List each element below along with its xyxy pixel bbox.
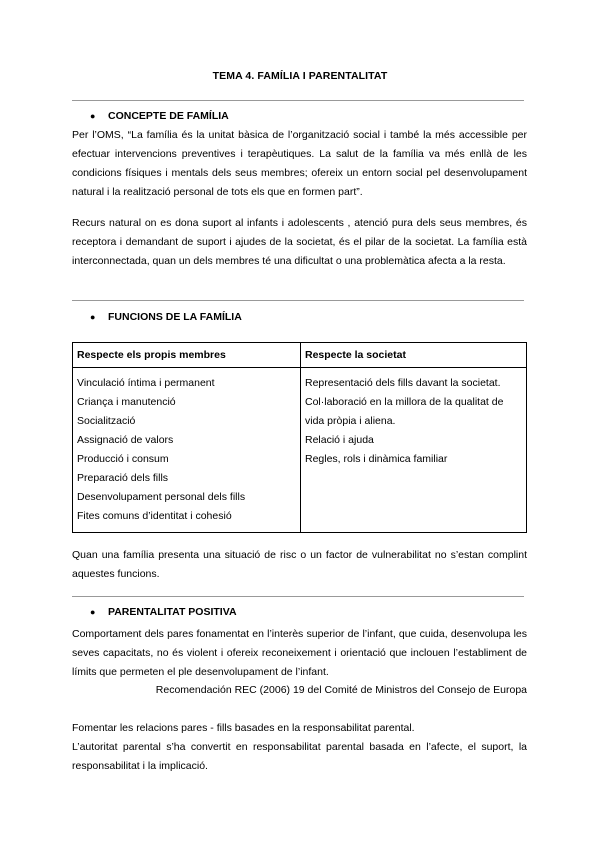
table-header-members: Respecte els propis membres	[73, 343, 301, 368]
table-header-society: Respecte la societat	[301, 343, 527, 368]
list-item: Relació i ajuda	[305, 434, 374, 446]
section-heading-funcions	[90, 311, 242, 323]
paragraph-fomentar: Fomentar les relacions pares - fills basades en la responsabilitat parental.	[72, 722, 415, 734]
paragraph-autoritat: L’autoritat parental s’ha convertit en responsabilitat parental basada en l’afecte, el suport, la responsabilitat i la implicació.	[72, 741, 527, 772]
divider	[72, 596, 524, 597]
functions-table	[72, 342, 527, 533]
section-heading-label: FUNCIONS DE LA FAMÍLIA	[108, 311, 242, 323]
list-item: Criança i manutenció	[77, 396, 176, 408]
section-heading-label: CONCEPTE DE FAMÍLIA	[108, 110, 229, 122]
list-item: Desenvolupament personal dels fills	[77, 491, 246, 503]
section-heading-label: PARENTALITAT POSITIVA	[108, 606, 237, 618]
table-cell-society	[301, 368, 527, 533]
list-item: Producció i consum	[77, 453, 169, 465]
section-heading-concepte	[90, 110, 229, 122]
section-heading-parentalitat	[90, 606, 237, 618]
citation: Recomendación REC (2006) 19 del Comité de Ministros del Consejo de Europa	[155, 684, 527, 696]
divider	[72, 300, 524, 301]
list-item: Vinculació íntima i permanent	[77, 377, 215, 389]
paragraph-oms-definition: Per l’OMS, “La família és la unitat bàsica de l’organització social i també la més accessible per efectuar intervencions preventives i terapèutiques. La salut de la família va més enllà de les condicions físiques i mentals dels seus membres; ofereix un entorn social pel desenvolupament natural i la realització personal de tots els que en formen part”.	[72, 129, 527, 198]
paragraph-recurs-natural: Recurs natural on es dona suport al infants i adolescents , atenció pura dels seus membres, és receptora i demandant de suport i ajudes de la societat, és el pilar de la societat. La família està interconnectada, quan un dels membres té una dificultat o una problemàtica afecta a la resta.	[72, 217, 527, 267]
list-item: Col·laboració en la millora de la qualitat de	[305, 396, 504, 408]
list-item: Socialització	[77, 415, 136, 427]
paragraph-risk: Quan una família presenta una situació de risc o un factor de vulnerabilitat no s’estan complint aquestes funcions.	[72, 549, 527, 580]
list-item: Preparació dels fills	[77, 472, 169, 484]
divider	[72, 100, 524, 101]
list-item: Representació dels fills davant la societat.	[305, 377, 501, 389]
table-cell-members	[73, 368, 301, 533]
bullet-icon: ●	[90, 607, 96, 617]
list-item: vida pròpia i aliena.	[305, 415, 396, 427]
paragraph-comportament: Comportament dels pares fonamentat en l’interès superior de l’infant, que cuida, desenvolupa les seves capacitats, no és violent i ofereix reconeixement i orientació que inclouen l’establiment de límits que permeten el ple desenvolupament de l’infant.	[72, 628, 527, 678]
list-item: Regles, rols i dinàmica familiar	[305, 453, 448, 465]
list-item: Fites comuns d’identitat i cohesió	[77, 510, 232, 522]
list-item: Assignació de valors	[77, 434, 174, 446]
bullet-icon: ●	[90, 312, 96, 322]
page-title: TEMA 4. FAMÍLIA I PARENTALITAT	[212, 70, 388, 82]
bullet-icon: ●	[90, 111, 96, 121]
